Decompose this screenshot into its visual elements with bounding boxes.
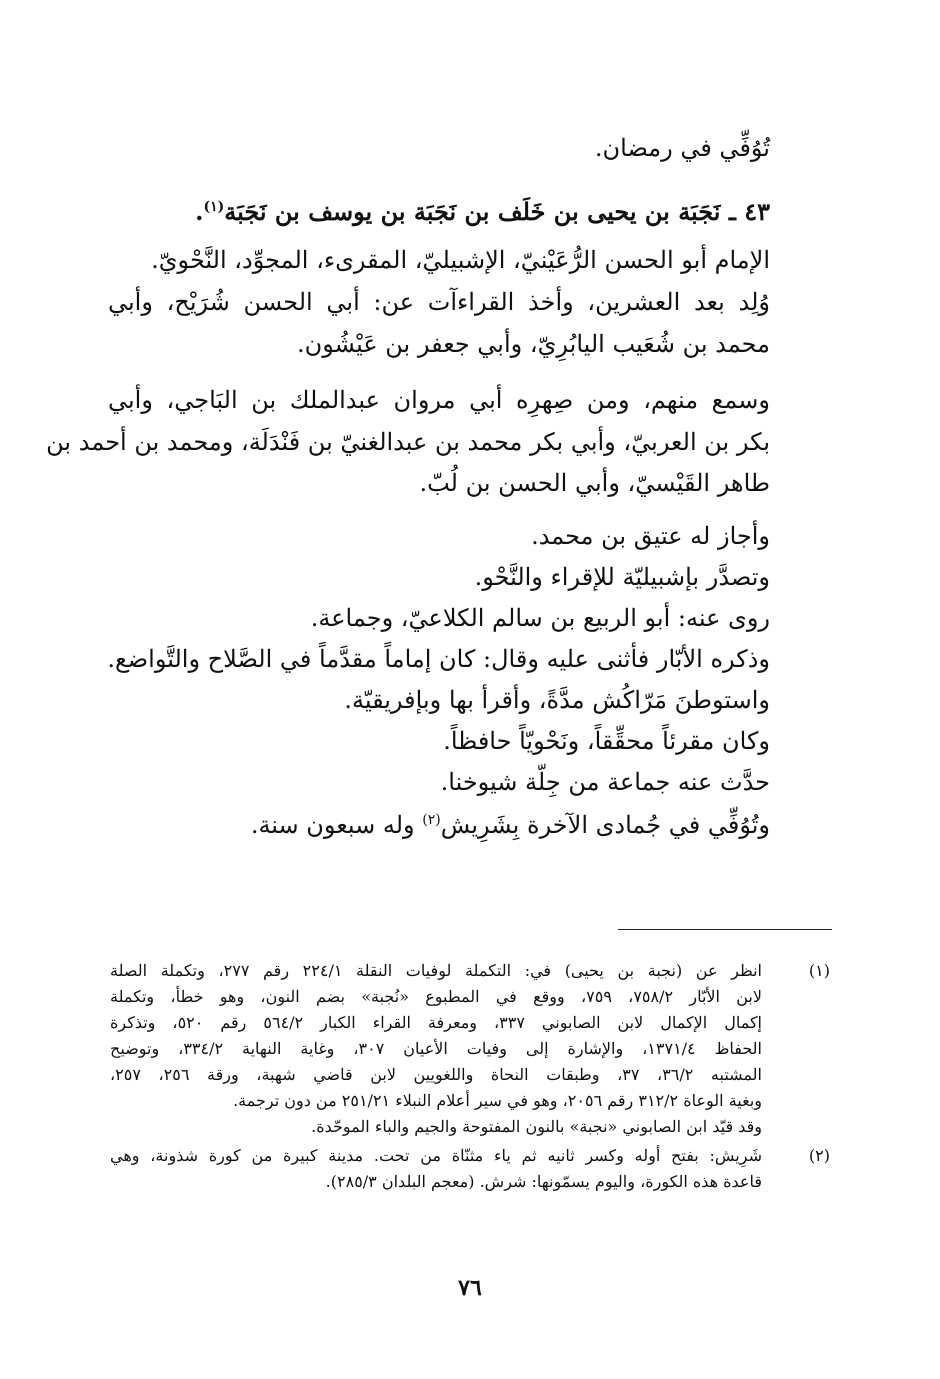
body-line-1: الإمام أبو الحسن الرُّعَيْنيّ، الإشبيليّ، المقرىء، المجوِّد، النَّحْويّ. [151,246,770,274]
body-line-14-part-a: وتُوُفِّي في جُمادى الآخرة بِشَرِيش [440,811,770,839]
footnote-2-line-1: شَرِيش: بفتح أوله وكسر ثانيه ثم ياء مثنّاة من تحت. مدينة كبيرة من كورة شذونة، وهي [110,1146,762,1165]
footnote-1-line-1: انظر عن (نجبة بن يحيى) في: التكملة لوفيات النقلة ٢٢٤/١ رقم ٢٧٧، وتكملة الصلة [110,961,762,980]
entry-heading-text: ٤٣ ـ نَجَبَة بن يحيى بن خَلَف بن نَجَبَة بن يوسف بن نَجَبَة [224,197,770,226]
footnote-1-line-6: وبغية الوعاة ٣١٢/٢ رقم ٢٠٥٦، وهو في سير أعلام النبلاء ٢٥١/٢١ من دون ترجمة. [233,1091,762,1110]
body-line-12: وكان مقرئاً محقِّقاً، ونَحْويّاً حافظاً. [443,727,770,755]
previous-entry-end: تُوُفِّي في رمضان. [594,134,770,162]
footnote-ref-1: (١) [203,199,225,215]
body-line-14 [251,805,770,845]
body-line-2: وُلِد بعد العشرين، وأخذ القراءآت عن: أبي الحسن شُرَيْح، وأبي [108,288,770,316]
footnote-2-marker: (٢) [808,1146,830,1165]
entry-heading: ٤٣ ـ نَجَبَة بن يحيى بن خَلَف بن نَجَبَة بن يوسف بن نَجَبَة$^{(١)}$. [195,197,770,226]
footnote-1-line-3: إكمال الإكمال لابن الصابوني ٣٣٧، ومعرفة القراء الكبار ٥٦٤/٢ رقم ٥٢٠، وتذكرة [110,1013,763,1032]
body-line-7: وأجاز له عتيق بن محمد. [531,522,770,550]
body-line-3: محمد بن شُعَيب اليابُرِيّ، وأبي جعفر بن عَيْشُون. [297,330,770,358]
footnote-1-marker: (١) [808,961,830,980]
footnote-2-line-2: قاعدة هذه الكورة، واليوم يسمّونها: شرش. (معجم البلدان ٢٨٥/٣). [325,1172,762,1191]
body-line-5: بكر بن العربيّ، وأبي بكر محمد بن عبدالغنيّ بن فَنْدَلَة، ومحمد بن أحمد بن [46,428,770,456]
body-line-9: روى عنه: أبو الربيع بن سالم الكلاعيّ، وجماعة. [310,604,770,632]
page-number: ٧٦ [458,1275,482,1301]
body-line-13: حدَّث عنه جماعة من جِلّة شيوخنا. [440,768,770,796]
body-line-6: طاهر القَيْسيّ، وأبي الحسن بن لُبّ. [419,469,770,497]
body-line-8: وتصدَّر بإشبيليّة للإقراء والنَّحْو. [474,563,770,591]
body-line-14-part-b: وله سبعون سنة. [250,811,423,839]
footnote-1-line-5: المشتبه ٣٦/٢، ٣٧، وطبقات النحاة واللغويين لابن قاضي شهبة، ورقة ٢٥٦، ٢٥٧، [110,1065,763,1084]
body-line-11: واستوطنَ مَرّاكُش مدَّةً، وأقرأ بها وبإفريقيّة. [344,686,770,714]
footnote-separator [618,929,832,930]
footnote-ref-2: (٢) [422,812,441,828]
body-line-4: وسمع منهم، ومن صِهرِه أبي مروان عبدالملك بن البَاجي، وأبي [108,386,771,414]
footnote-1-line-4: الحفاظ ١٣٧١/٤، والإشارة إلى وفيات الأعيان ٣٠٧، وغاية النهاية ٣٣٤/٢، وتوضيح [110,1039,763,1058]
footnote-1-line-7: وقد قيّد ابن الصابوني «نجبة» بالنون المفتوحة والجيم والباء الموحّدة. [311,1117,762,1136]
footnote-1-line-2: لابن الأبّار ٧٥٨/٢، ٧٥٩، ووقع في المطبوع «نُجبة» بضم النون، وهو خطأ، وتكملة [110,987,762,1006]
body-line-10: وذكره الأبّار فأثنى عليه وقال: كان إماماً مقدَّماً في الصَّلاح والتَّواضع. [107,645,770,673]
